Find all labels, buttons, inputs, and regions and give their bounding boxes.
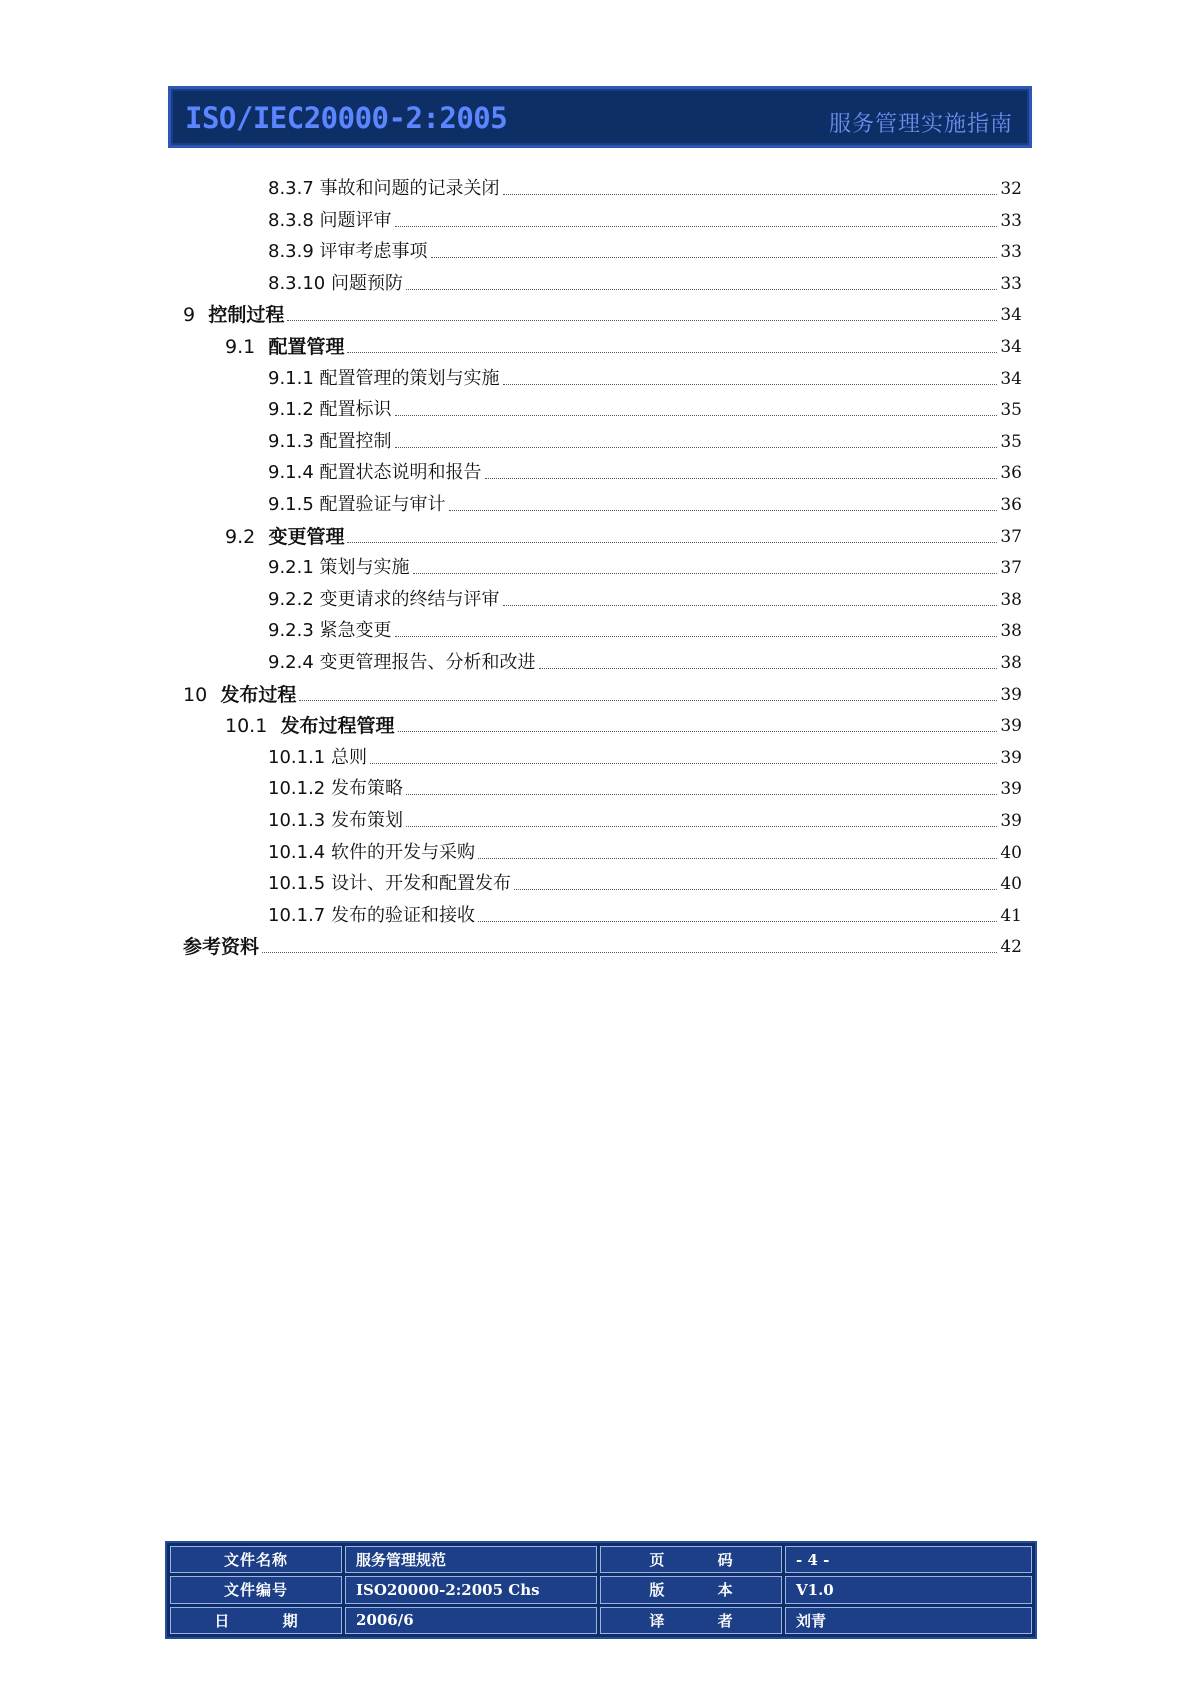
toc-entry-page: 38: [1000, 653, 1022, 673]
toc-entry-title: 紧急变更: [319, 620, 392, 642]
toc-entry-label: [268, 619, 392, 643]
toc-leader-dots: [503, 194, 998, 195]
toc-leader-dots: [431, 257, 998, 258]
toc-leader-dots: [299, 700, 997, 701]
toc-entry-label: [268, 746, 367, 770]
toc-entry[interactable]: [268, 423, 1022, 454]
toc-entry-number: 9.1.2: [268, 399, 314, 421]
toc-leader-dots: [539, 668, 998, 669]
toc-leader-dots: [485, 478, 998, 479]
toc-entry-number: 9.1.1: [268, 367, 314, 389]
toc-leader-dots: [406, 794, 997, 795]
toc-entry-title: 配置标识: [319, 399, 392, 421]
toc-entry-page: 33: [1000, 273, 1022, 294]
toc-leader-dots: [287, 320, 997, 321]
toc-entry-label: [268, 809, 403, 833]
toc-entry-title: 变更管理报告、分析和改进: [319, 652, 536, 673]
toc-entry-page: 37: [1000, 558, 1022, 579]
toc-entry-page: 37: [1000, 526, 1022, 547]
toc-entry-page: 39: [1000, 684, 1022, 705]
toc-entry-label: [225, 335, 344, 359]
toc-entry-page: 34: [1000, 305, 1022, 326]
date-label: 日 期: [170, 1607, 342, 1634]
file-no-value: ISO20000-2:2005 Chs: [345, 1576, 597, 1603]
toc-entry-label: [183, 303, 284, 327]
toc-entry[interactable]: [268, 581, 1022, 612]
toc-entry[interactable]: [225, 518, 1022, 549]
toc-entry-number: 9.1.3: [268, 430, 314, 452]
toc-entry-page: 33: [1000, 242, 1022, 263]
toc-leader-dots: [395, 447, 998, 448]
toc-entry-number: 9.2.2: [268, 588, 314, 610]
toc-entry-title: 配置控制: [319, 430, 392, 452]
toc-entry[interactable]: [225, 707, 1022, 738]
toc-entry-label: [268, 841, 475, 865]
toc-entry-page: 36: [1000, 495, 1022, 515]
toc-entry-title: 配置验证与审计: [319, 494, 446, 515]
toc-entry-label: [268, 493, 446, 517]
toc-entry-number: 10.1.4: [268, 841, 326, 863]
toc-entry-title: 配置状态说明和报告: [319, 462, 482, 484]
toc-entry-number: 10.1.1: [268, 746, 326, 768]
toc-entry-page: 39: [1000, 811, 1022, 831]
toc-entry-title: 参考资料: [183, 936, 260, 959]
toc-entry-title: 发布策略: [331, 778, 403, 800]
toc-leader-dots: [478, 921, 997, 922]
toc-entry-label: [268, 177, 500, 201]
page-value: - 4 -: [785, 1546, 1032, 1573]
toc-entry-title: 策划与实施: [319, 557, 410, 579]
toc-leader-dots: [395, 226, 998, 227]
toc-leader-dots: [395, 636, 998, 637]
toc-entry-number: 8.3.9: [268, 241, 314, 263]
toc-entry-title: 软件的开发与采购: [331, 841, 475, 863]
toc-entry[interactable]: [268, 897, 1022, 928]
toc-entry-number: 9.2.4: [268, 652, 314, 673]
version-label: 版 本: [600, 1576, 782, 1603]
toc-entry[interactable]: [268, 391, 1022, 422]
toc-entry-page: 38: [1000, 589, 1022, 610]
toc-entry-label: [268, 588, 500, 612]
toc-entry-page: 40: [1000, 874, 1022, 895]
toc-entry-number: 9: [183, 304, 196, 327]
toc-entry-page: 35: [1000, 431, 1022, 452]
toc-entry-label: [268, 209, 392, 233]
toc-leader-dots: [347, 352, 997, 353]
toc-entry-page: 36: [1000, 463, 1022, 484]
toc-entry-label: [183, 935, 259, 959]
toc-entry-label: [268, 272, 403, 296]
toc-entry-page: 33: [1000, 210, 1022, 231]
toc-entry-title: 变更管理: [268, 525, 345, 548]
translator-label: 译 者: [600, 1607, 782, 1634]
toc-leader-dots: [395, 415, 998, 416]
toc-entry[interactable]: [268, 865, 1022, 896]
toc-entry-number: 10.1: [225, 715, 268, 738]
toc-entry[interactable]: [268, 549, 1022, 580]
toc-entry-number: 9.2.1: [268, 557, 314, 579]
toc-leader-dots: [347, 542, 997, 543]
toc-entry-number: 10.1.3: [268, 810, 326, 831]
toc-entry[interactable]: [268, 265, 1022, 296]
toc-entry-label: [225, 714, 395, 738]
toc-entry-page: 38: [1000, 621, 1022, 642]
toc-entry[interactable]: [268, 739, 1022, 770]
toc-leader-dots: [514, 889, 997, 890]
toc-entry[interactable]: [268, 170, 1022, 201]
toc-entry[interactable]: [183, 296, 1022, 327]
toc-entry-label: [268, 240, 428, 264]
toc-entry-number: 9.2: [225, 525, 256, 548]
toc-entry[interactable]: [268, 834, 1022, 865]
toc-entry-title: 配置管理的策划与实施: [319, 367, 500, 389]
toc-entry-number: 10.1.7: [268, 904, 326, 926]
toc-leader-dots: [503, 605, 998, 606]
date-value: 2006/6: [345, 1607, 597, 1634]
toc-entry[interactable]: [183, 928, 1022, 959]
toc-entry-page: 41: [1000, 905, 1022, 926]
file-no-label: 文件编号: [170, 1576, 342, 1603]
toc-entry-title: 问题评审: [319, 209, 392, 231]
toc-entry-title: 总则: [331, 746, 367, 768]
header-title: ISO/IEC20000-2:2005: [185, 101, 508, 135]
toc-entry-number: 10.1.5: [268, 873, 326, 895]
toc-entry-page: 40: [1000, 842, 1022, 863]
toc-entry-label: [183, 683, 296, 707]
toc-leader-dots: [449, 510, 998, 511]
toc-entry-label: [268, 367, 500, 391]
toc-entry-label: [268, 872, 511, 896]
toc-entry[interactable]: [268, 202, 1022, 233]
file-name-value: 服务管理规范: [345, 1546, 597, 1573]
toc-entry-title: 评审考虑事项: [319, 241, 428, 263]
toc-leader-dots: [478, 858, 997, 859]
toc-entry-title: 控制过程: [208, 304, 285, 327]
toc-entry-label: [268, 556, 410, 580]
toc-entry[interactable]: [268, 644, 1022, 675]
toc-entry-title: 发布过程: [220, 683, 297, 706]
toc-entry-title: 发布的验证和接收: [331, 904, 475, 926]
toc-leader-dots: [262, 952, 997, 953]
toc-entry-page: 42: [1000, 937, 1022, 958]
toc-entry-label: [268, 430, 392, 454]
toc-entry-page: 39: [1000, 747, 1022, 768]
toc-entry-number: 10: [183, 683, 208, 706]
toc-entry[interactable]: [183, 676, 1022, 707]
toc-entry-label: [268, 398, 392, 422]
toc-entry-title: 变更请求的终结与评审: [319, 588, 500, 610]
toc-entry-label: [268, 777, 403, 801]
toc-entry-number: 8.3.10: [268, 272, 326, 294]
toc-entry-title: 发布过程管理: [280, 715, 395, 738]
toc-entry[interactable]: [268, 486, 1022, 517]
toc-entry[interactable]: [225, 328, 1022, 359]
toc-entry-number: 8.3.8: [268, 209, 314, 231]
toc-entry-title: 设计、开发和配置发布: [331, 873, 511, 895]
page-label: 页 码: [600, 1546, 782, 1573]
toc-entry-number: 9.1.5: [268, 494, 314, 515]
toc-entry-page: 35: [1000, 400, 1022, 421]
toc-entry-title: 问题预防: [331, 272, 403, 294]
toc-entry[interactable]: [268, 770, 1022, 801]
toc-entry[interactable]: [268, 360, 1022, 391]
toc-entry[interactable]: [268, 802, 1022, 833]
toc-entry-number: 10.1.2: [268, 778, 326, 800]
toc-entry-title: 事故和问题的记录关闭: [319, 178, 500, 199]
toc-entry-number: 8.3.7: [268, 178, 314, 199]
translator-value: 刘青: [785, 1607, 1032, 1634]
toc-entry-page: 34: [1000, 337, 1022, 357]
toc-entry-title: 配置管理: [268, 336, 345, 358]
toc-leader-dots: [406, 289, 997, 290]
header-subtitle: 服务管理实施指南: [828, 112, 1013, 137]
file-name-label: 文件名称: [170, 1546, 342, 1573]
toc-entry-page: 39: [1000, 716, 1022, 737]
toc-entry-number: 9.2.3: [268, 620, 314, 642]
toc-entry-label: [268, 904, 475, 928]
toc-entry-number: 9.1: [225, 336, 256, 358]
version-value: V1.0: [785, 1576, 1032, 1603]
toc-leader-dots: [370, 763, 997, 764]
toc-leader-dots: [398, 731, 998, 732]
toc-entry-label: [268, 461, 482, 485]
toc-entry-label: [268, 651, 536, 675]
toc-entry-number: 9.1.4: [268, 462, 314, 484]
toc-leader-dots: [413, 573, 998, 574]
toc-entry[interactable]: [268, 233, 1022, 264]
toc-entry-page: 32: [1000, 179, 1022, 199]
toc-entry-page: 34: [1000, 368, 1022, 389]
toc-entry-title: 发布策划: [331, 810, 403, 831]
toc-leader-dots: [503, 384, 998, 385]
toc-leader-dots: [406, 826, 997, 827]
page-header: [168, 86, 1032, 148]
toc-entry[interactable]: [268, 454, 1022, 485]
toc-entry-page: 39: [1000, 779, 1022, 800]
toc-entry-label: [225, 525, 344, 549]
document-info-table: [165, 1541, 1037, 1639]
toc-entry[interactable]: [268, 612, 1022, 643]
